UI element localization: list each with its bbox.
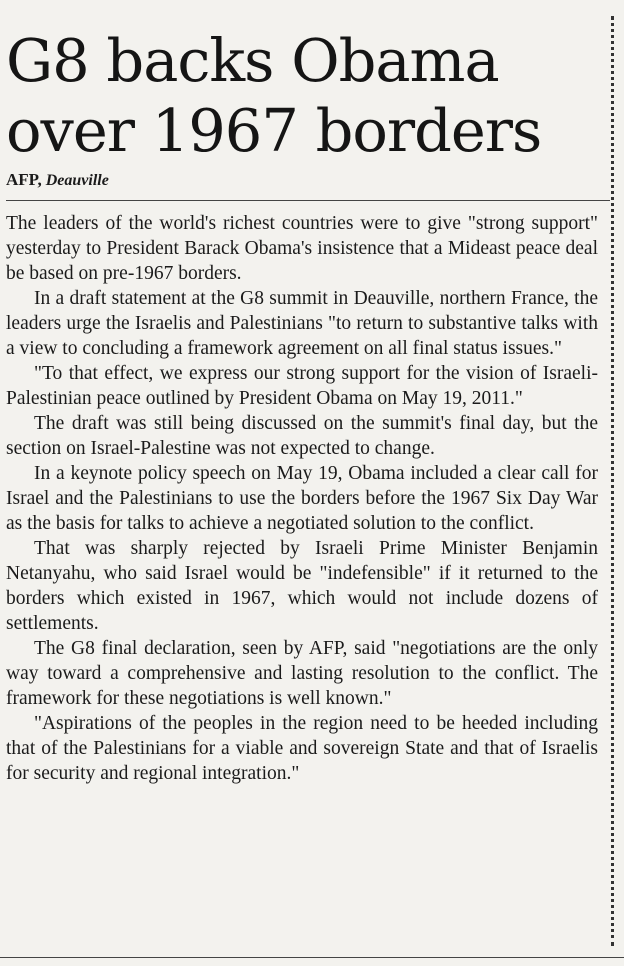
- headline-divider: [6, 200, 610, 201]
- headline: [6, 26, 598, 166]
- byline: [6, 170, 598, 191]
- article: [6, 26, 598, 786]
- headline-line-1: G8 backs Obama: [6, 26, 499, 95]
- paragraph-2: In a draft statement at the G8 summit in Deauville, northern France, the leaders urge the Israelis and Palestinians "to return to substantive talks with a view to concluding a framework agreement on all final status issues.": [6, 288, 598, 359]
- headline-line-2: over 1967 borders: [6, 96, 542, 165]
- paragraph-5: In a keynote policy speech on May 19, Obama included a clear call for Israel and the Palestinians to use the borders before the 1967 Six Day War as the basis for talks to achieve a negotiated solution to the conflict.: [6, 463, 598, 534]
- paragraph-7: The G8 final declaration, seen by AFP, said "negotiations are the only way toward a comprehensive and lasting resolution to the conflict. The framework for these negotiations is well known.": [6, 638, 598, 709]
- byline-place: Deauville: [45, 172, 109, 189]
- paragraph-3: "To that effect, we express our strong support for the vision of Israeli-Palestinian peace outlined by President Obama on May 19, 2011.": [6, 363, 598, 409]
- article-body: [6, 211, 598, 786]
- paragraph-1: The leaders of the world's richest countries were to give "strong support" yesterday to President Barack Obama's insistence that a Mideast peace deal be based on pre-1967 borders.: [6, 213, 598, 284]
- paragraph-4: The draft was still being discussed on the summit's final day, but the section on Israel-Palestine was not expected to change.: [6, 413, 598, 459]
- byline-agency: AFP,: [6, 170, 42, 189]
- paragraph-8: "Aspirations of the peoples in the region need to be heeded including that of the Palestinians for a viable and sovereign State and that of Israelis for security and regional integration.": [6, 713, 598, 784]
- paragraph-6: That was sharply rejected by Israeli Prime Minister Benjamin Netanyahu, who said Israel would be "indefensible" if it returned to the borders which existed in 1967, which would not include dozens of settlements.: [6, 538, 598, 634]
- bottom-divider: [0, 957, 624, 958]
- column-divider: [611, 16, 614, 946]
